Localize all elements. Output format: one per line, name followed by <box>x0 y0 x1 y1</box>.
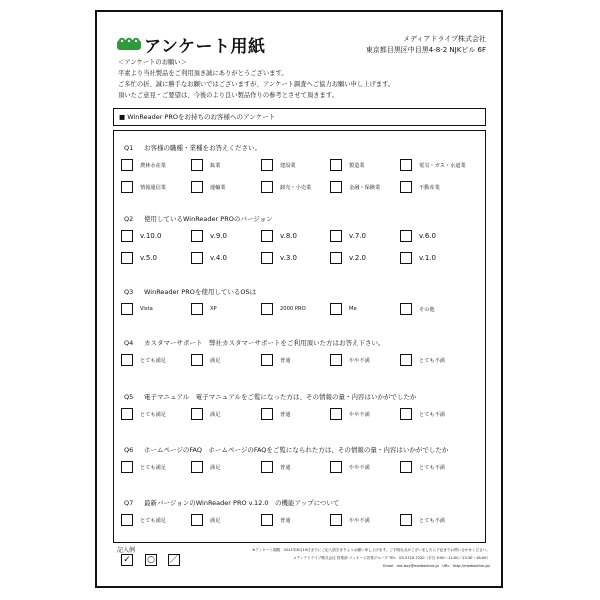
question-text: WinReader PROを使用しているOSは <box>144 288 257 296</box>
answer-option-label: Me <box>349 306 357 312</box>
answer-option-label: とても不満 <box>419 465 445 471</box>
answer-checkbox[interactable] <box>191 514 203 526</box>
answer-option-label: 普通 <box>280 358 291 364</box>
intro-line: ご多忙の折、誠に勝手なお願いではございますが、アンケート調査へご協力お願い申し上げます。 <box>118 81 395 88</box>
footer-contact: メディアドライブ株式会社 営業部 パッケージ営業グループ TEL：03-5720-7220（平日 9:00〜12:00／13:30〜18:00） <box>293 556 490 560</box>
company-logo-icon <box>117 36 141 50</box>
answer-checkbox[interactable] <box>261 514 273 526</box>
legend-slash-mark: ／ <box>169 555 179 565</box>
answer-option-label: とても不満 <box>419 412 445 418</box>
answer-option-label: 情報通信業 <box>140 185 166 191</box>
answer-option-label: 満足 <box>210 465 221 471</box>
answer-option-label: やや不満 <box>349 518 370 524</box>
intro-line: ＜アンケートのお願い＞ <box>118 59 187 66</box>
legend-label: 記入例 <box>117 547 136 554</box>
question-number: Q5 <box>124 393 134 401</box>
answer-checkbox[interactable] <box>121 181 133 193</box>
answer-option-label: v.8.0 <box>280 232 297 240</box>
answer-option-label: 農林水産業 <box>140 163 166 169</box>
company-address: 東京都目黒区中目黒4-8-2 NJKビル 6F <box>365 46 486 54</box>
answer-checkbox[interactable] <box>400 354 412 366</box>
answer-checkbox[interactable] <box>330 230 342 242</box>
answer-checkbox[interactable] <box>400 303 412 315</box>
answer-checkbox[interactable] <box>191 303 203 315</box>
answer-checkbox[interactable] <box>330 354 342 366</box>
answer-option-label: v.3.0 <box>280 254 297 262</box>
intro-text <box>118 57 394 101</box>
answer-checkbox[interactable] <box>400 252 412 264</box>
answer-option-label: とても満足 <box>140 518 166 524</box>
answer-option-label: 電気・ガス・水道業 <box>419 163 466 169</box>
answer-checkbox[interactable] <box>261 354 273 366</box>
answer-checkbox[interactable] <box>121 159 133 171</box>
question-heading <box>124 287 256 296</box>
answer-checkbox[interactable] <box>121 252 133 264</box>
answer-option-label: 鉱業 <box>210 163 221 169</box>
answer-option-label: 満足 <box>210 518 221 524</box>
answer-checkbox[interactable] <box>261 252 273 264</box>
answer-option-label: 普通 <box>280 412 291 418</box>
footer-email-url: Email：md-buy@mediadrive.jp URL：http://mediadrive.jp/ <box>383 564 490 568</box>
answer-checkbox[interactable] <box>191 230 203 242</box>
answer-option-label: v.1.0 <box>419 254 436 262</box>
intro-line: 頂いたご意見・ご要望は、今後のより良い製品作りの参考とさせて頂きます。 <box>118 92 338 99</box>
answer-checkbox[interactable] <box>191 461 203 473</box>
answer-checkbox[interactable] <box>261 181 273 193</box>
answer-checkbox[interactable] <box>191 181 203 193</box>
answer-checkbox[interactable] <box>121 230 133 242</box>
answer-checkbox[interactable] <box>330 252 342 264</box>
answer-option-label: v.10.0 <box>140 232 162 240</box>
answer-checkbox[interactable] <box>261 408 273 420</box>
answer-checkbox[interactable] <box>191 159 203 171</box>
answer-checkbox[interactable] <box>330 303 342 315</box>
question-number: Q1 <box>124 144 134 152</box>
answer-option-label: 運輸業 <box>210 185 226 191</box>
question-text: ホームページのFAQ ホームページのFAQをご覧になられた方は、その情報の量・内容はいかがでしたか <box>144 446 449 454</box>
legend-check-mark: ✓ <box>121 554 133 566</box>
answer-option-label: 不動産業 <box>419 185 440 191</box>
answer-option-label: 建設業 <box>280 163 296 169</box>
answer-option-label: 2000 PRO <box>280 306 306 312</box>
question-number: Q4 <box>124 339 134 347</box>
answer-checkbox[interactable] <box>330 159 342 171</box>
answer-option-label: v.9.0 <box>210 232 227 240</box>
answer-option-label: やや不満 <box>349 358 370 364</box>
answer-checkbox[interactable] <box>121 461 133 473</box>
answer-option-label: 満足 <box>210 412 221 418</box>
answer-option-label: 普通 <box>280 465 291 471</box>
answer-checkbox[interactable] <box>330 461 342 473</box>
question-text: 電子マニュアル 電子マニュアルをご覧になった方は、その情報の量・内容はいかがでしたか <box>144 393 417 401</box>
answer-checkbox[interactable] <box>400 181 412 193</box>
page-title: アンケート用紙 <box>144 37 266 57</box>
question-heading <box>124 392 416 401</box>
answer-option-label: 卸売・小売業 <box>280 185 312 191</box>
answer-option-label: v.6.0 <box>419 232 436 240</box>
answer-checkbox[interactable] <box>191 252 203 264</box>
answer-checkbox[interactable] <box>121 354 133 366</box>
answer-checkbox[interactable] <box>330 408 342 420</box>
answer-checkbox[interactable] <box>330 181 342 193</box>
answer-option-label: Vista <box>140 306 153 312</box>
answer-option-label: とても不満 <box>419 518 445 524</box>
answer-checkbox[interactable] <box>191 354 203 366</box>
answer-checkbox[interactable] <box>400 408 412 420</box>
answer-option-label: XP <box>210 306 217 312</box>
answer-option-label: とても満足 <box>140 358 166 364</box>
answer-checkbox[interactable] <box>330 514 342 526</box>
company-name: メディアドライブ株式会社 <box>402 35 486 43</box>
question-number: Q6 <box>124 446 134 454</box>
answer-checkbox[interactable] <box>191 408 203 420</box>
question-heading <box>124 338 385 347</box>
answer-option-label: とても満足 <box>140 412 166 418</box>
answer-checkbox[interactable] <box>121 408 133 420</box>
answer-option-label: やや不満 <box>349 412 370 418</box>
answer-option-label: やや不満 <box>349 465 370 471</box>
intro-line: 平素より当社製品をご利用頂き誠にありがとうございます。 <box>118 70 288 77</box>
question-text: 最新バージョンのWinReader PRO v.12.0 の機能アップについて <box>144 499 340 507</box>
question-text: カスタマーサポート 弊社カスタマーサポートをご利用頂いた方はお答え下さい。 <box>144 339 385 347</box>
questions-box <box>113 130 486 543</box>
question-number: Q3 <box>124 288 134 296</box>
answer-option-label: 普通 <box>280 518 291 524</box>
answer-checkbox[interactable] <box>261 230 273 242</box>
answer-checkbox[interactable] <box>400 461 412 473</box>
answer-option-label: とても不満 <box>419 358 445 364</box>
answer-checkbox[interactable] <box>400 159 412 171</box>
footer-deadline: ※アンケート期限 2011年8月15日までにご記入頂きますようお願い申し上げます。ご不明な点がございましたら下記までお問い合わせください。 <box>252 548 490 552</box>
answer-checkbox[interactable] <box>121 514 133 526</box>
answer-checkbox[interactable] <box>121 303 133 315</box>
question-number: Q2 <box>124 215 134 223</box>
question-number: Q7 <box>124 499 134 507</box>
legend-circle-mark: ○ <box>145 554 157 566</box>
answer-option-label: v.5.0 <box>140 254 157 262</box>
answer-checkbox[interactable] <box>261 461 273 473</box>
answer-checkbox[interactable] <box>400 514 412 526</box>
answer-option-label: 満足 <box>210 358 221 364</box>
answer-option-label: その他 <box>419 307 435 313</box>
question-text: 使用しているWinReader PROのバージョン <box>144 215 273 223</box>
answer-checkbox[interactable] <box>261 303 273 315</box>
section-title: ■ WinReader PROをお持ちのお客様へのアンケート <box>113 108 486 126</box>
answer-option-label: 製造業 <box>349 163 365 169</box>
question-heading <box>124 498 339 507</box>
question-heading <box>124 214 273 223</box>
answer-option-label: 金融・保険業 <box>349 185 381 191</box>
answer-option-label: v.4.0 <box>210 254 227 262</box>
answer-option-label: とても満足 <box>140 465 166 471</box>
answer-checkbox[interactable] <box>261 159 273 171</box>
question-text: お客様の職種・業種をお答えください。 <box>144 144 261 152</box>
answer-checkbox[interactable] <box>400 230 412 242</box>
answer-option-label: v.7.0 <box>349 232 366 240</box>
question-heading <box>124 445 448 454</box>
answer-option-label: v.2.0 <box>349 254 366 262</box>
question-heading <box>124 143 261 152</box>
